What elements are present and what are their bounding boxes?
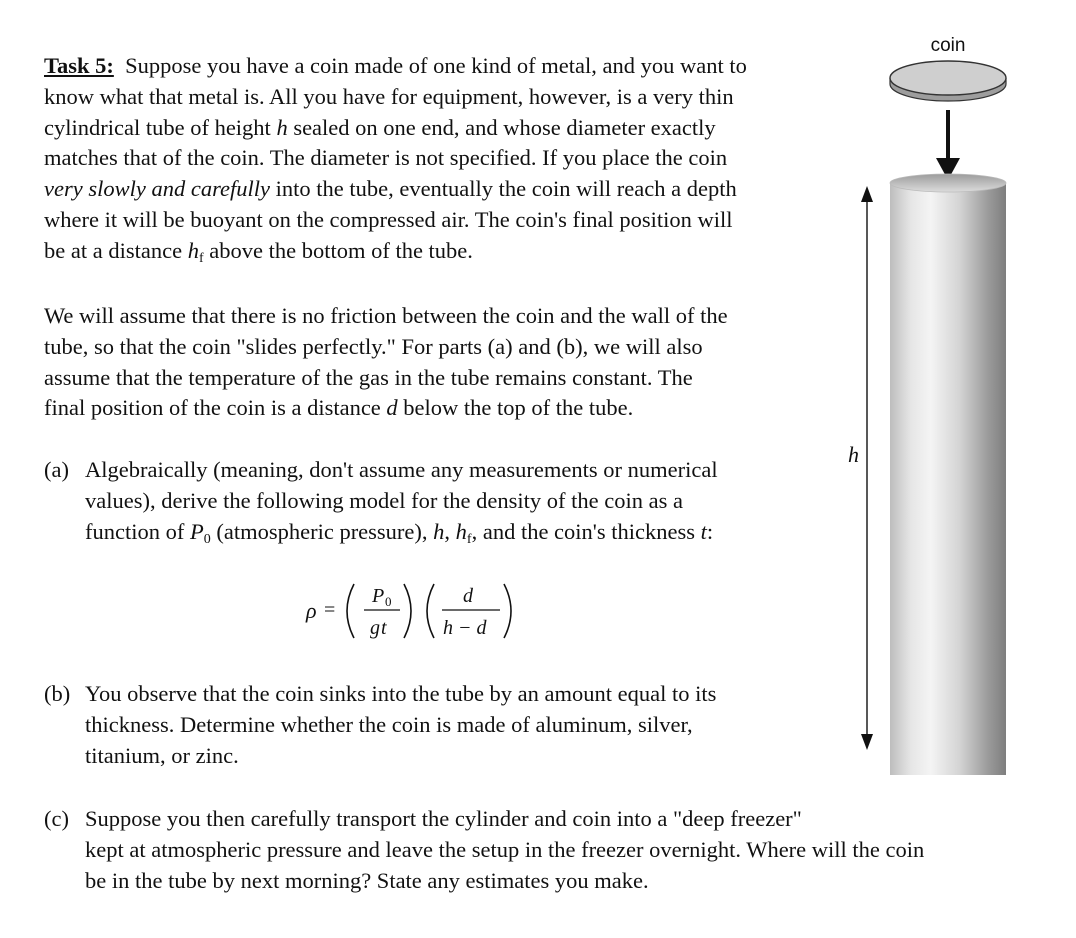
intro-line-5: very slowly and carefully into the tube, eventually the coin will reach a depth (44, 176, 737, 202)
part-b (44, 679, 804, 774)
part-c (44, 804, 1044, 899)
part-a-text: Algebraically (meaning, don't assume any measurements or numerical values), derive the following model for the density of the coin as a function of $P_0$ (atmospheric pressure), h, $h_f$, and the coin's thickness t: (85, 457, 718, 547)
coin-tube-figure (830, 20, 1030, 780)
height-dimension (861, 186, 873, 750)
assumptions-line-2: tube, so that the coin "slides perfectly." For parts (a) and (b), we will also (44, 333, 703, 359)
coin-icon (890, 61, 1006, 101)
intro-line-2: know what that metal is. All you have for equipment, however, is a very thin (44, 83, 734, 109)
intro-line-4: matches that of the coin. The diameter is not specified. If you place the coin (44, 145, 728, 171)
task-intro (44, 51, 747, 267)
coin-label: coin (930, 35, 966, 56)
density-formula (300, 572, 530, 650)
assumptions-paragraph (44, 301, 728, 424)
formula-den1: gt (370, 617, 388, 639)
part-b-label: (b) (44, 681, 71, 706)
intro-line-3: cylindrical tube of height h sealed on one end, and whose diameter exactly (44, 114, 716, 140)
formula-den2: h − d (443, 617, 487, 639)
formula-num1-sub: 0 (385, 594, 392, 609)
tube (890, 174, 1006, 775)
part-a (44, 455, 804, 550)
part-b-text: You observe that the coin sinks into the tube by an amount equal to its thickness. Determine whether the coin is made of aluminum, silver, titanium, or zinc. (85, 681, 717, 768)
right-paren-2 (504, 584, 511, 638)
height-label: h (848, 442, 859, 467)
part-c-label: (c) (44, 806, 69, 831)
right-paren-1 (404, 584, 411, 638)
up-arrowhead-icon (861, 186, 873, 202)
formula-equals: = (324, 599, 336, 621)
intro-line-6: where it will be buoyant on the compressed air. The coin's final position will (44, 206, 733, 232)
down-arrowhead-icon (861, 734, 873, 750)
part-a-label: (a) (44, 457, 69, 482)
down-arrow-icon (936, 110, 960, 180)
formula-num1: P (372, 585, 385, 607)
task-heading: Task 5: (44, 53, 114, 78)
left-paren-2 (427, 584, 434, 638)
formula-num2: d (463, 585, 473, 607)
part-c-text: Suppose you then carefully transport the cylinder and coin into a "deep freezer" kept at atmospheric pressure and leave the setup in the freezer overnight. Where will the coin be in the tube by next morning? State any estimates you make. (85, 806, 925, 893)
formula-rho: ρ (306, 598, 317, 623)
assumptions-line-4: final position of the coin is a distance d below the top of the tube. (44, 395, 634, 421)
left-paren-1 (347, 584, 354, 638)
assumptions-line-1: We will assume that there is no friction between the coin and the wall of the (44, 303, 728, 328)
assumptions-line-3: assume that the temperature of the gas in the tube remains constant. The (44, 364, 693, 390)
intro-line-1: Task 5: Suppose you have a coin made of one kind of metal, and you want to (44, 53, 747, 78)
intro-line-7: be at a distance $h_f$ above the bottom of the tube. (44, 237, 473, 266)
